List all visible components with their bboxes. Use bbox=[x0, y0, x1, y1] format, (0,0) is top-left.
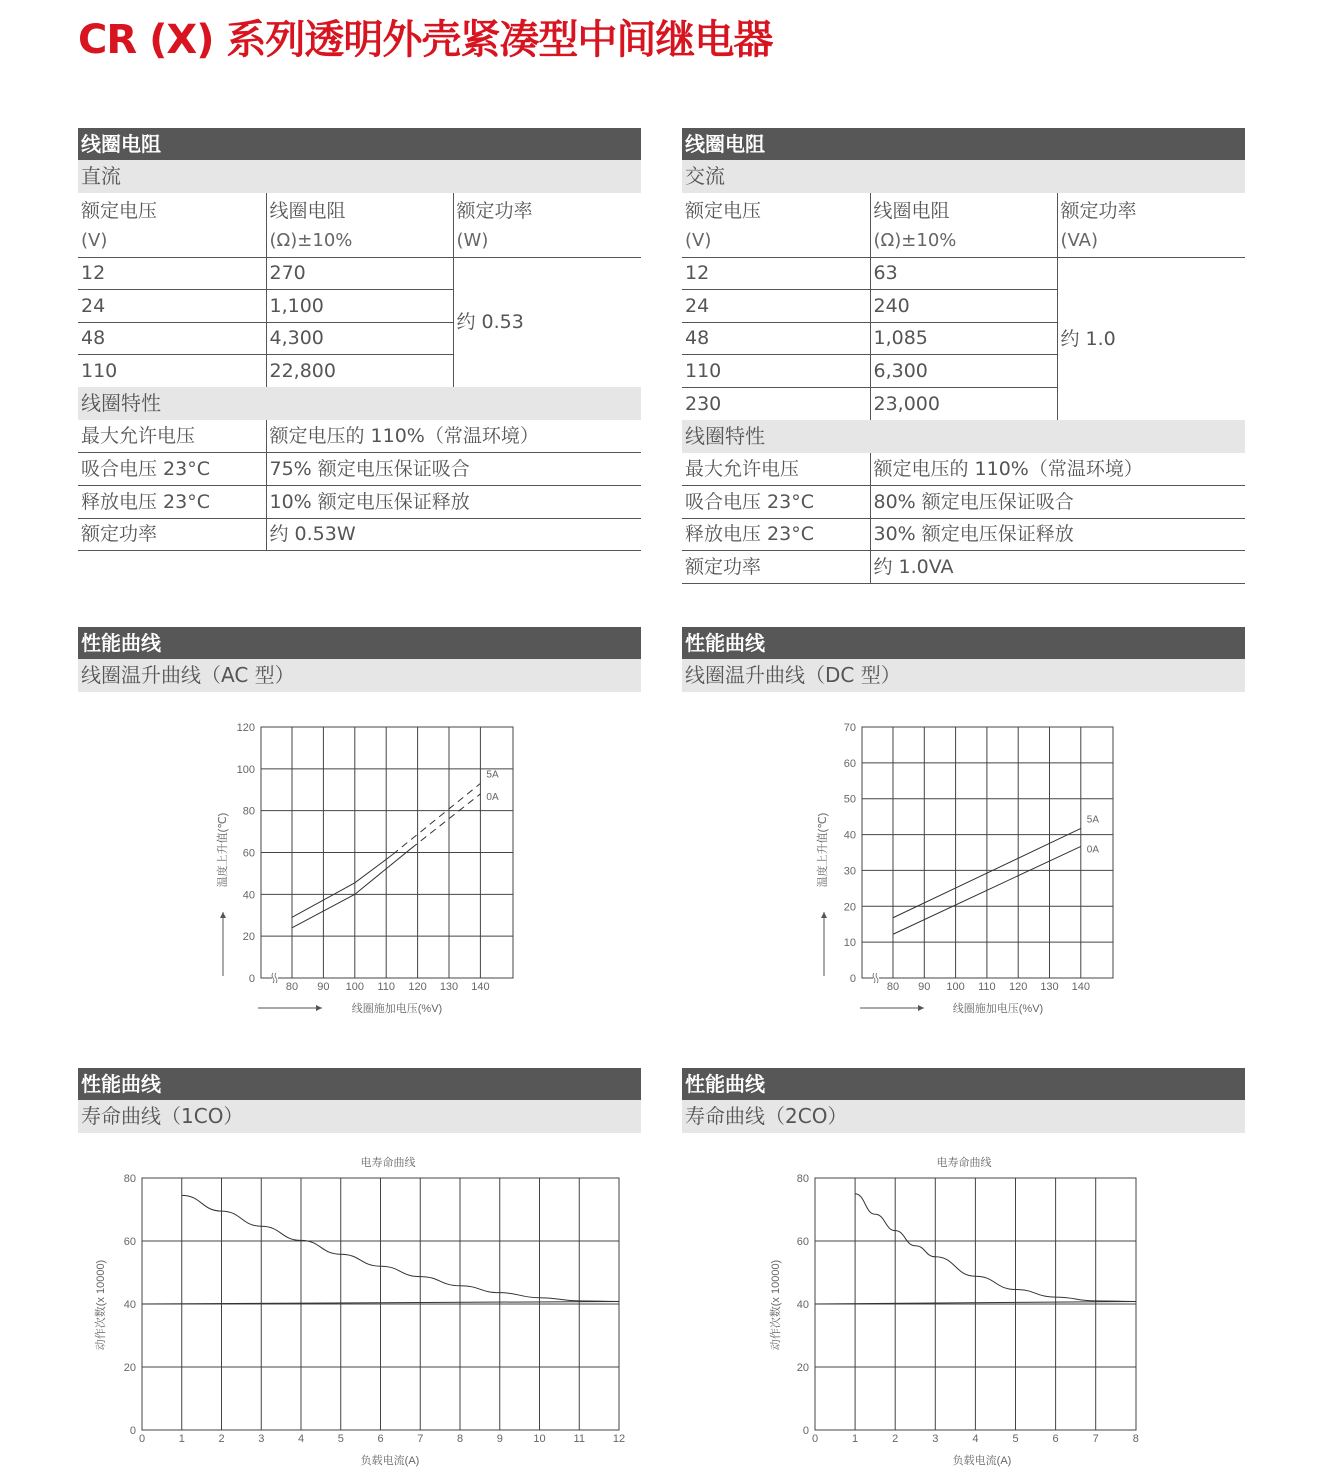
cell-power: 约 0.53 bbox=[453, 257, 641, 387]
x-tick-label: 2 bbox=[892, 1433, 899, 1445]
section-header: 线圈电阻 bbox=[78, 128, 641, 160]
x-tick-label: 90 bbox=[918, 981, 931, 993]
x-axis-label: 线圈施加电压(%V) bbox=[952, 1003, 1044, 1015]
property-key: 释放电压 23°C bbox=[78, 486, 266, 519]
y-tick-label: 20 bbox=[242, 931, 255, 944]
x-tick-label: 90 bbox=[317, 981, 330, 993]
column-header-power: 额定功率 (VA) bbox=[1057, 193, 1245, 257]
property-value: 额定电压的 110%（常温环境） bbox=[266, 420, 641, 453]
y-tick-label: 40 bbox=[843, 829, 856, 842]
x-tick-label: 3 bbox=[258, 1433, 265, 1445]
x-tick-label: 100 bbox=[946, 981, 965, 993]
arrow-right-head-icon bbox=[918, 1005, 924, 1011]
cell-resistance: 270 bbox=[266, 257, 453, 290]
cell-resistance: 1,100 bbox=[266, 290, 453, 323]
property-value: 约 0.53W bbox=[266, 518, 641, 551]
cell-resistance: 63 bbox=[870, 257, 1057, 290]
x-tick-label: 7 bbox=[1092, 1433, 1099, 1445]
x-tick-label: 0 bbox=[138, 1433, 146, 1445]
subsection-header: 寿命曲线（2CO） bbox=[682, 1100, 1245, 1133]
property-value: 80% 额定电压保证吸合 bbox=[870, 486, 1245, 519]
series-label: 5A bbox=[486, 769, 499, 781]
y-tick-label: 60 bbox=[843, 757, 856, 770]
cell-voltage: 110 bbox=[682, 355, 870, 388]
cell-resistance: 240 bbox=[870, 290, 1057, 323]
chart-title: 电寿命曲线 bbox=[936, 1157, 992, 1169]
cell-resistance: 1,085 bbox=[870, 322, 1057, 355]
y-tick-label: 120 bbox=[236, 722, 255, 734]
cell-resistance: 6,300 bbox=[870, 355, 1057, 388]
x-tick-label: 1 bbox=[852, 1433, 859, 1445]
x-tick-label: 110 bbox=[978, 981, 996, 993]
section-header: 性能曲线 bbox=[682, 1068, 1245, 1100]
property-value: 额定电压的 110%（常温环境） bbox=[870, 453, 1245, 486]
cell-resistance: 23,000 bbox=[870, 387, 1057, 420]
arrow-up-head-icon bbox=[821, 912, 827, 918]
x-tick-label: 2 bbox=[218, 1433, 225, 1445]
arrow-right-head-icon bbox=[316, 1005, 322, 1011]
cell-voltage: 230 bbox=[685, 392, 722, 415]
x-tick-label: 6 bbox=[1052, 1433, 1059, 1445]
series-line-0A bbox=[292, 848, 411, 927]
y-axis-label: 温度上升值(℃) bbox=[817, 812, 829, 888]
x-tick-label: 110 bbox=[377, 981, 395, 993]
y-tick-label: 50 bbox=[843, 793, 856, 806]
column-header-resistance: 线圈电阻 (Ω)±10% bbox=[266, 193, 453, 257]
x-tick-label: 130 bbox=[439, 981, 459, 993]
property-value: 约 1.0VA bbox=[870, 551, 1245, 584]
chart-temp-rise-dc bbox=[815, 722, 1113, 1015]
subsection-header: 线圈温升曲线（DC 型） bbox=[682, 659, 1245, 692]
subsection-header: 交流 bbox=[682, 160, 1245, 193]
subsection-header: 线圈温升曲线（AC 型） bbox=[78, 659, 641, 692]
y-tick-label: 100 bbox=[236, 763, 255, 776]
x-axis-label: 负载电流(A) bbox=[952, 1455, 1012, 1467]
series-line-life bbox=[182, 1195, 619, 1301]
series-line-5A bbox=[292, 855, 392, 918]
y-tick-label: 70 bbox=[843, 722, 856, 734]
column-header-resistance: 线圈电阻 (Ω)±10% bbox=[870, 193, 1057, 257]
series-label: 0A bbox=[1086, 844, 1100, 856]
y-tick-label: 40 bbox=[123, 1299, 136, 1311]
y-tick-label: 60 bbox=[242, 847, 255, 860]
x-tick-label: 11 bbox=[573, 1433, 585, 1445]
y-tick-label: 40 bbox=[796, 1299, 809, 1311]
y-tick-label: 0 bbox=[849, 973, 856, 985]
x-tick-label: 140 bbox=[471, 981, 490, 993]
x-tick-label: 5 bbox=[1012, 1433, 1019, 1445]
property-key: 吸合电压 23°C bbox=[78, 453, 266, 486]
x-tick-label: 3 bbox=[932, 1433, 939, 1445]
y-tick-label: 20 bbox=[796, 1362, 809, 1374]
x-tick-label: 4 bbox=[972, 1433, 979, 1445]
y-axis-label: 动作次数(x 10000) bbox=[770, 1259, 782, 1351]
x-tick-label: 7 bbox=[417, 1433, 424, 1445]
x-tick-label: 1 bbox=[178, 1433, 185, 1445]
section-header: 性能曲线 bbox=[78, 1068, 641, 1100]
cell-voltage: 24 bbox=[78, 290, 266, 323]
property-key: 额定功率 bbox=[78, 518, 266, 551]
y-tick-label: 10 bbox=[843, 937, 856, 950]
y-tick-label: 20 bbox=[843, 901, 856, 914]
subsection-header: 线圈特性 bbox=[682, 420, 1245, 453]
plot-frame bbox=[862, 727, 1113, 978]
y-tick-label: 60 bbox=[123, 1236, 136, 1248]
x-axis-label: 负载电流(A) bbox=[360, 1455, 420, 1467]
chart-temp-rise-ac bbox=[215, 722, 513, 1015]
y-axis-label: 动作次数(x 10000) bbox=[95, 1259, 107, 1351]
arrow-up-head-icon bbox=[220, 912, 226, 918]
cell-voltage: 48 bbox=[78, 322, 266, 355]
x-tick-label: 80 bbox=[285, 981, 299, 993]
cell-power: 约 1.0 bbox=[1057, 257, 1245, 420]
series-line-life bbox=[855, 1194, 1136, 1302]
property-value: 75% 额定电压保证吸合 bbox=[266, 453, 641, 486]
cell-voltage: 48 bbox=[682, 322, 870, 355]
x-tick-label: 80 bbox=[886, 981, 900, 993]
property-value: 30% 额定电压保证释放 bbox=[870, 518, 1245, 551]
section-header: 性能曲线 bbox=[78, 627, 641, 659]
x-tick-label: 6 bbox=[377, 1433, 384, 1445]
chart-life-2co bbox=[768, 1155, 1139, 1467]
property-key: 最大允许电压 bbox=[78, 420, 266, 453]
x-tick-label: 8 bbox=[1132, 1433, 1139, 1445]
x-tick-label: 8 bbox=[456, 1433, 464, 1445]
property-key: 额定功率 bbox=[682, 551, 870, 584]
column-header-voltage: 额定电压 (V) bbox=[685, 200, 762, 251]
x-tick-label: 9 bbox=[496, 1433, 503, 1445]
y-tick-label: 0 bbox=[129, 1425, 136, 1437]
y-tick-label: 80 bbox=[796, 1173, 809, 1185]
x-tick-label: 5 bbox=[337, 1433, 344, 1445]
subsection-header: 线圈特性 bbox=[78, 387, 641, 420]
series-line-dashed-5A bbox=[392, 783, 480, 854]
series-label: 0A bbox=[486, 791, 499, 803]
chart-life-1co bbox=[93, 1155, 625, 1467]
cell-resistance: 4,300 bbox=[266, 322, 453, 355]
x-tick-label: 12 bbox=[612, 1433, 626, 1445]
x-tick-label: 4 bbox=[297, 1433, 305, 1445]
x-tick-label: 130 bbox=[1040, 981, 1059, 993]
page-title: CR (X) 系列透明外壳紧凑型中间继电器 bbox=[78, 17, 773, 63]
column-header-power: 额定功率 (W) bbox=[453, 193, 641, 257]
chart-title: 电寿命曲线 bbox=[360, 1157, 416, 1169]
y-tick-label: 20 bbox=[123, 1362, 136, 1374]
section-header: 线圈电阻 bbox=[682, 128, 1245, 160]
subsection-header: 寿命曲线（1CO） bbox=[78, 1100, 641, 1133]
column-header-voltage: 额定电压 (V) bbox=[81, 200, 158, 251]
property-key: 最大允许电压 bbox=[682, 453, 870, 486]
cell-resistance: 22,800 bbox=[266, 355, 453, 388]
property-value: 10% 额定电压保证释放 bbox=[266, 486, 641, 519]
x-axis-label: 线圈施加电压(%V) bbox=[351, 1003, 443, 1015]
x-tick-label: 0 bbox=[811, 1433, 819, 1445]
cell-voltage: 12 bbox=[78, 257, 266, 290]
series-label: 5A bbox=[1086, 814, 1100, 826]
cell-voltage: 12 bbox=[682, 257, 870, 290]
x-tick-label: 10 bbox=[533, 1433, 546, 1445]
y-tick-label: 80 bbox=[123, 1173, 136, 1185]
y-tick-label: 30 bbox=[843, 865, 856, 878]
y-tick-label: 80 bbox=[242, 805, 255, 818]
x-tick-label: 120 bbox=[1009, 981, 1028, 993]
y-tick-label: 0 bbox=[248, 973, 255, 985]
y-tick-label: 0 bbox=[802, 1425, 809, 1437]
property-key: 吸合电压 23°C bbox=[682, 486, 870, 519]
y-axis-label: 温度上升值(℃) bbox=[217, 812, 229, 888]
y-tick-label: 60 bbox=[796, 1236, 809, 1248]
x-tick-label: 120 bbox=[408, 981, 427, 993]
property-key: 释放电压 23°C bbox=[682, 518, 870, 551]
cell-voltage: 110 bbox=[81, 360, 118, 383]
section-header: 性能曲线 bbox=[682, 627, 1245, 659]
cell-voltage: 24 bbox=[682, 290, 870, 323]
series-line-dashed-0A bbox=[411, 794, 480, 848]
x-tick-label: 140 bbox=[1071, 981, 1090, 993]
subsection-header: 直流 bbox=[78, 160, 641, 193]
x-tick-label: 100 bbox=[345, 981, 364, 993]
y-tick-label: 40 bbox=[242, 889, 255, 902]
